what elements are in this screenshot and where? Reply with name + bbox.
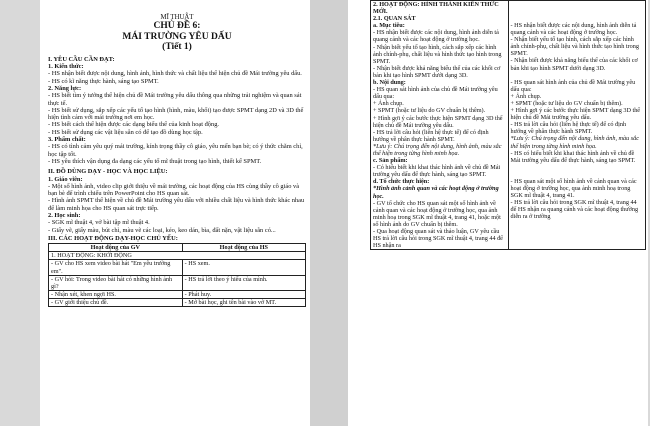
paragraph: - Có hiểu biết khi khai thác hình ảnh về chủ đề Mái trường yêu dấu để thực hành, sáng tạo SPMT. xyxy=(373,164,501,179)
paragraph: - Nhận biết được khả năng biểu thể của các khối cơ bản khi tạo hình SPMT dưới dạng 3D. xyxy=(373,64,501,79)
paragraph: - HS biết cách thể hiện được các dạng biểu thể của kinh hoạt động. xyxy=(48,121,219,129)
subsection-heading: 2. Năng lực: xyxy=(48,84,82,92)
subsection-heading: 3. Phẩm chất: xyxy=(48,136,86,144)
gv-cell: - GV giới thiệu chủ đề. xyxy=(49,298,183,306)
paragraph: + Hình gợi ý các bước thực hiện SPMT dạng 3D thể hiện chủ đề Mái trường yêu dấu. xyxy=(510,107,641,122)
table-row xyxy=(49,290,306,298)
paragraph: + Ảnh chụp. xyxy=(373,100,404,108)
item-heading: a. Mục tiêu: xyxy=(373,22,405,30)
page-gutter xyxy=(310,0,348,426)
paragraph: - HS biết sử dụng các vật liệu sẵn có để tạo đồ dùng học tập. xyxy=(48,128,203,136)
paragraph: - HS có hiểu biết khi khai thác hình ảnh về chủ đề Mái trường yêu dấu để thực hành, sáng tạo SPMT. xyxy=(510,149,636,164)
paragraph: - SGK mĩ thuật 4, vở bài tập mĩ thuật 4. xyxy=(48,219,150,227)
subject-heading: MĨ THUẬT xyxy=(160,14,194,21)
subsection-heading: 1. Kiến thức: xyxy=(48,63,84,71)
paragraph: - Hình ảnh SPMT thể hiện về chủ đề Mái trường yêu dấu với nhiều chất liệu và hình thức khác nhau để làm minh họa cho HS quan sát trực tiếp. xyxy=(48,197,305,212)
document-page-left xyxy=(40,0,310,426)
paragraph: - HS yêu thích vận dụng đa dạng các yếu tố mĩ thuật trong tạo hình, thiết kế SPMT. xyxy=(48,157,262,165)
activity-heading: 1. HOẠT ĐỘNG: KHỞI ĐỘNG xyxy=(49,252,306,260)
paragraph: - HS có kĩ năng thực hành, sáng tạo SPMT. xyxy=(48,77,159,85)
gv-column xyxy=(371,1,509,250)
document-page-right xyxy=(348,0,648,426)
section-heading: III. CÁC HOẠT ĐỘNG DẠY-HỌC CHỦ YẾU: xyxy=(48,234,178,242)
paragraph: - Một số hình ảnh, video clip giới thiệu về mái trường, các hoạt động của HS cùng thầy cô giáo và bạn bè để trình chiếu trên PowerPoint cho HS quan sát. xyxy=(48,182,300,198)
topic-title: MÁI TRƯỜNG YÊU DẤU xyxy=(122,31,232,42)
paragraph: - HS nhận biết được các nội dung, hình ảnh diễn tả quang cảnh và các hoạt động ở trường học. xyxy=(373,29,499,44)
note: *Lưu ý: Chú trọng đến nội dung, hình ảnh, màu sắc thể hiện trong từng hình minh họa. xyxy=(373,142,502,157)
paragraph: - HS trả lời câu hỏi (liên hệ thực tế) để có định hướng về phân thực hành SPMT. xyxy=(510,121,627,136)
spacer xyxy=(511,164,644,178)
item-heading: d. Tổ chức thực hiện: xyxy=(373,178,430,186)
table-row xyxy=(49,298,306,306)
subsection-heading: 1. Giáo viên: xyxy=(48,175,83,183)
column-header-hs: Hoạt động của HS xyxy=(182,244,305,252)
note: *Hình ảnh cảnh quan và các hoạt động ở trường học. xyxy=(373,185,499,200)
gv-cell: - GV cho HS xem video bài hát "Em yêu trường em". xyxy=(49,260,183,275)
paragraph: - HS có tình cảm yêu quý mái trường, kính trọng thầy cô giáo, yêu mến bạn bè; có ý thức chăm chỉ, học tập tốt. xyxy=(48,143,303,158)
activities-table-continued xyxy=(370,0,646,250)
spacer xyxy=(511,72,644,79)
gv-cell: - GV hỏi: Trong video bài hát có những hình ảnh gì? xyxy=(49,275,183,290)
paragraph: + Ảnh chụp. xyxy=(510,92,542,100)
paragraph: - HS trả lời câu hỏi (liên hệ thực tế) để có định hướng về phân thực hành SPMT. xyxy=(373,128,489,143)
hs-column xyxy=(508,1,646,250)
paragraph: + SPMT (hoặc tư liệu do GV chuẩn bị thêm). xyxy=(373,107,486,115)
paragraph: - Qua hoạt động quan sát và thảo luận, GV yêu cầu HS trả lời câu hỏi trong SGK mĩ thuật 4, trang 44 để HS nhận ra xyxy=(373,228,503,250)
activity-heading: 2. HOẠT ĐỘNG: HÌNH THÀNH KIẾN THỨC MỚI. xyxy=(373,1,499,16)
section-heading: I. YÊU CẦU CẦN ĐẠT: xyxy=(48,55,115,63)
paragraph: - HS biết tìm ý tưởng thể hiện chủ đề Mái trường yêu dấu thông qua những trải nghiệm và quan sát thực tế. xyxy=(48,92,302,107)
item-heading: c. Sản phẩm: xyxy=(373,157,408,165)
hs-cell: - Mở bài học, ghi tên bài vào vở MT. xyxy=(182,298,305,306)
paragraph: + Hình gợi ý các bước thực hiện SPMT dạng 3D thể hiện chủ đề Mái trường yêu dấu. xyxy=(373,114,503,129)
table-row xyxy=(49,275,306,290)
paragraph: - Giấy vẽ, giấy màu, bút chì, màu vẽ các loại, kéo, keo dán, bìa, đất nặn, vật liệu sẵn có... xyxy=(48,226,276,234)
table-row xyxy=(49,260,306,275)
paragraph: - Nhận biết yếu tố tạo hình, cách sắp xếp các hình ảnh chính-phụ, chất liệu và hình thức tạo hình trong SPMT. xyxy=(373,43,502,65)
period-title: (Tiết 1) xyxy=(162,42,192,53)
subsection-heading: 2. Học sinh: xyxy=(48,212,81,220)
gv-cell: - Nhận xét, khen ngợi HS. xyxy=(49,290,183,298)
paragraph: - HS quan sát hình ảnh của chủ đề Mái trường yêu dấu qua: xyxy=(373,86,498,101)
paragraph: + SPMT (hoặc tư liệu do GV chuẩn bị thêm). xyxy=(510,99,623,107)
paragraph: - HS quan sát một số hình ảnh về cảnh quan và các hoạt động ở trường học, qua ảnh minh hoạ trong SGK mĩ thuật 4, trang 41. xyxy=(510,177,637,199)
activities-table xyxy=(48,243,306,307)
paragraph: - HS trả lời câu hỏi trong SGK mĩ thuật 4, trang 44 để HS nhận ra quang cảnh và các hoạt động thường diễn ra ở trường xyxy=(510,199,639,221)
paragraph: - HS nhận biết được các nội dung, hình ảnh diễn tả quang cảnh và các hoạt động ở trường học. xyxy=(510,22,637,37)
paragraph: - HS quan sát hình ảnh của chủ đề Mái trường yêu dấu qua: xyxy=(510,78,636,93)
hs-cell: - Phát huy. xyxy=(182,290,305,298)
chapter-title: CHỦ ĐỀ 6: xyxy=(153,21,201,32)
page-content xyxy=(48,10,306,307)
subsection-heading: 2.1. QUAN SÁT xyxy=(373,15,416,23)
item-heading: b. Nội dung: xyxy=(373,79,406,87)
paragraph: - Nhận biết được khả năng biểu thể của các khối cơ bản khi tạo hình SPMT dưới dạng 3D. xyxy=(510,57,638,72)
paragraph: - GV tổ chức cho HS quan sát một số hình ảnh về cảnh quan và các hoạt động ở trường học, qua ảnh minh hoạ trong SGK mĩ thuật 4, trang 41, hoặc một số hình ảnh do GV chuẩn bị thêm. xyxy=(373,199,501,228)
paragraph: - HS nhận biết được nội dung, hình ảnh, hình thức và chất liệu thể hiện chủ đề Mái trường yêu dấu. xyxy=(48,70,302,78)
paragraph: - HS biết sử dụng, sắp xếp các yếu tố tạo hình (hình, màu, khối) tạo được SPMT dạng 2D và 3D thể hiện tình cảm với mái trường nơi em học. xyxy=(48,106,304,122)
column-header-gv: Hoạt động của GV xyxy=(49,244,183,252)
hs-cell: - HS trả lời theo ý hiểu của mình. xyxy=(182,275,305,290)
spacer xyxy=(511,1,644,22)
hs-cell: - HS xem. xyxy=(182,260,305,275)
section-heading: II. ĐỒ DÙNG DẠY - HỌC VÀ HỌC LIỆU: xyxy=(48,168,168,176)
paragraph: - Nhận biết yếu tố tạo hình, cách sắp xếp các hình ảnh chính-phụ, chất liệu và hình thức tạo hình trong SPMT. xyxy=(510,36,639,58)
note: *Lưu ý: Chú trọng đến nội dung, hình ảnh, màu sắc thể hiện trong từng hình minh họa. xyxy=(510,135,639,150)
